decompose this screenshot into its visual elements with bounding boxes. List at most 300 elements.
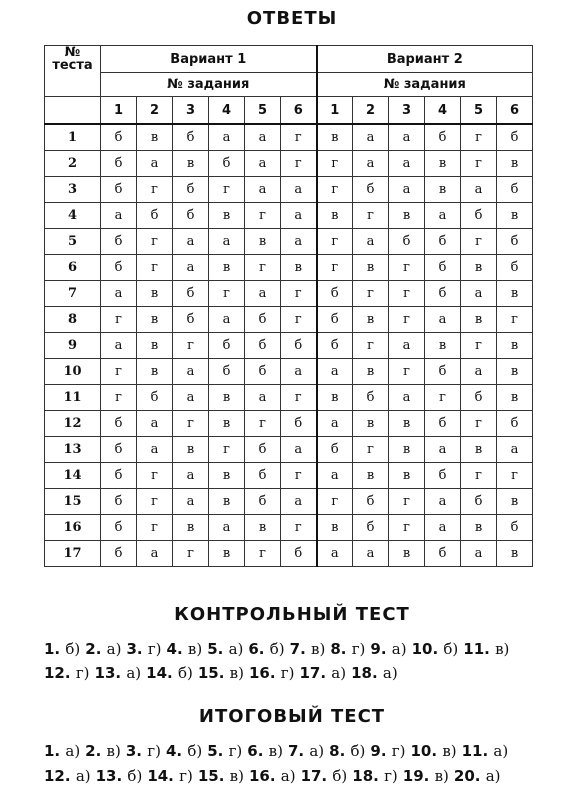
answer-cell-v2-task-5: г: [461, 229, 497, 255]
answer-cell-v1-task-3: б: [173, 203, 209, 229]
answer-letter: г): [384, 767, 398, 785]
answer-number: 18.: [351, 664, 378, 682]
answer-item: [248, 640, 284, 658]
answer-cell-v2-task-2: г: [353, 333, 389, 359]
answer-cell-v2-task-5: г: [461, 333, 497, 359]
answer-letter: б): [350, 742, 366, 760]
answer-cell-v2-task-5: б: [461, 385, 497, 411]
answer-cell-v2-task-4: а: [425, 489, 461, 515]
variant-2-header: Вариант 2: [317, 46, 533, 73]
table-row: [45, 229, 533, 255]
task-number-row: [45, 97, 533, 125]
answer-cell-v1-task-2: б: [137, 385, 173, 411]
answer-item: [166, 742, 202, 760]
answer-cell-v2-task-1: г: [317, 177, 353, 203]
answer-cell-v2-task-6: б: [497, 411, 533, 437]
answer-number: 1.: [44, 640, 61, 658]
answer-letter: а): [75, 767, 91, 785]
answer-cell-v1-task-6: г: [281, 307, 317, 333]
table-row: [45, 307, 533, 333]
answer-cell-v2-task-1: б: [317, 281, 353, 307]
answer-cell-v1-task-6: а: [281, 177, 317, 203]
answer-item: [370, 742, 405, 760]
answer-letter: а): [65, 742, 81, 760]
answer-cell-v2-task-4: б: [425, 411, 461, 437]
test-number-header-line2: теста: [52, 58, 93, 73]
answer-cell-v1-task-1: г: [101, 385, 137, 411]
answer-cell-v2-task-2: а: [353, 124, 389, 151]
test-number-cell: 1: [45, 124, 101, 151]
table-row: [45, 359, 533, 385]
answer-letter: г): [147, 640, 162, 658]
answer-item: [412, 640, 459, 658]
answer-cell-v2-task-2: б: [353, 177, 389, 203]
answer-cell-v2-task-4: в: [425, 177, 461, 203]
answer-cell-v1-task-3: а: [173, 359, 209, 385]
answer-number: 17.: [300, 767, 328, 785]
answer-letter: в): [229, 664, 244, 682]
test-number-cell: 4: [45, 203, 101, 229]
answer-cell-v1-task-3: в: [173, 437, 209, 463]
answer-letter: г): [228, 742, 243, 760]
answer-cell-v2-task-5: б: [461, 489, 497, 515]
answer-number: 13.: [94, 664, 122, 682]
answer-letter: г): [75, 664, 90, 682]
test-number-cell: 16: [45, 515, 101, 541]
answer-cell-v2-task-2: г: [353, 203, 389, 229]
test-number-header-line1: №: [64, 45, 81, 60]
table-row: [45, 489, 533, 515]
answer-number: 12.: [44, 767, 71, 785]
answer-cell-v1-task-5: б: [245, 307, 281, 333]
answer-cell-v2-task-3: г: [389, 281, 425, 307]
answer-item: [288, 742, 324, 760]
answer-cell-v1-task-5: а: [245, 281, 281, 307]
answer-cell-v2-task-6: г: [497, 307, 533, 333]
answer-letter: а): [309, 742, 325, 760]
answer-cell-v2-task-5: в: [461, 515, 497, 541]
answer-cell-v2-task-5: в: [461, 255, 497, 281]
answer-cell-v1-task-3: б: [173, 307, 209, 333]
answer-item: [329, 742, 365, 760]
answer-cell-v1-task-4: в: [209, 411, 245, 437]
answer-letter: в): [229, 767, 244, 785]
test-number-header: [45, 46, 101, 97]
answer-cell-v1-task-4: г: [209, 281, 245, 307]
answer-cell-v1-task-3: а: [173, 385, 209, 411]
answer-letter: а): [280, 767, 296, 785]
answer-cell-v2-task-6: г: [497, 463, 533, 489]
answer-cell-v1-task-6: б: [281, 411, 317, 437]
answer-cell-v1-task-3: г: [173, 333, 209, 359]
answer-item: [249, 767, 296, 785]
answer-cell-v1-task-1: б: [101, 411, 137, 437]
answer-letter: а): [493, 742, 509, 760]
answer-cell-v2-task-4: б: [425, 124, 461, 151]
answer-letter: а): [382, 664, 398, 682]
answer-letter: г): [391, 742, 406, 760]
answer-item: [126, 640, 161, 658]
answer-number: 9.: [370, 640, 387, 658]
answer-item: [249, 664, 295, 682]
answer-number: 4.: [166, 640, 183, 658]
answer-cell-v2-task-2: б: [353, 489, 389, 515]
empty-corner-cell: [45, 97, 101, 125]
answer-cell-v2-task-6: б: [497, 255, 533, 281]
answer-cell-v2-task-6: а: [497, 437, 533, 463]
answer-cell-v2-task-5: а: [461, 281, 497, 307]
control-test-answers-line-1: [44, 640, 514, 658]
answer-number: 3.: [126, 640, 143, 658]
test-number-cell: 13: [45, 437, 101, 463]
answer-cell-v2-task-4: б: [425, 541, 461, 567]
final-test-title: ИТОГОВЫЙ ТЕСТ: [198, 706, 386, 727]
answer-letter: а): [228, 640, 244, 658]
task-number-v2-5: 5: [461, 97, 497, 125]
answer-number: 19.: [402, 767, 430, 785]
answer-item: [290, 640, 326, 658]
test-number-cell: 3: [45, 177, 101, 203]
answer-number: 11.: [461, 742, 489, 760]
answer-cell-v1-task-5: г: [245, 255, 281, 281]
answer-cell-v1-task-1: б: [101, 437, 137, 463]
answer-cell-v2-task-3: а: [389, 385, 425, 411]
answer-letter: а): [106, 640, 122, 658]
answer-cell-v2-task-6: б: [497, 177, 533, 203]
answer-cell-v2-task-6: в: [497, 489, 533, 515]
table-row: [45, 541, 533, 567]
answer-cell-v2-task-5: б: [461, 203, 497, 229]
task-number-v1-3: 3: [173, 97, 209, 125]
answer-cell-v1-task-3: а: [173, 489, 209, 515]
answer-cell-v1-task-2: г: [137, 255, 173, 281]
answer-cell-v1-task-1: б: [101, 229, 137, 255]
answer-cell-v1-task-2: г: [137, 463, 173, 489]
answer-cell-v2-task-1: г: [317, 255, 353, 281]
answer-cell-v1-task-5: б: [245, 463, 281, 489]
answer-letter: б): [65, 640, 81, 658]
answer-cell-v1-task-3: г: [173, 541, 209, 567]
answer-cell-v1-task-6: г: [281, 463, 317, 489]
answer-number: 7.: [289, 640, 306, 658]
answer-cell-v2-task-2: в: [353, 307, 389, 333]
variant-1-task-label: № задания: [101, 73, 317, 97]
table-row: [45, 333, 533, 359]
answer-item: [411, 742, 457, 760]
answer-cell-v2-task-5: в: [461, 437, 497, 463]
test-number-cell: 6: [45, 255, 101, 281]
answer-cell-v2-task-1: б: [317, 333, 353, 359]
answer-cell-v1-task-4: а: [209, 515, 245, 541]
answer-cell-v1-task-3: б: [173, 177, 209, 203]
answer-cell-v1-task-1: б: [101, 463, 137, 489]
answer-number: 10.: [411, 640, 439, 658]
answer-number: 15.: [197, 664, 225, 682]
answer-number: 8.: [330, 640, 347, 658]
answer-cell-v1-task-4: б: [209, 359, 245, 385]
answer-cell-v2-task-3: а: [389, 124, 425, 151]
answer-cell-v1-task-4: а: [209, 307, 245, 333]
answer-cell-v2-task-3: а: [389, 177, 425, 203]
test-number-cell: 11: [45, 385, 101, 411]
answer-cell-v1-task-6: а: [281, 229, 317, 255]
answer-cell-v2-task-3: а: [389, 151, 425, 177]
answer-cell-v1-task-2: в: [137, 281, 173, 307]
answer-cell-v1-task-6: в: [281, 255, 317, 281]
answer-cell-v2-task-4: г: [425, 385, 461, 411]
answer-letter: б): [269, 640, 285, 658]
answer-number: 18.: [352, 767, 379, 785]
answer-cell-v2-task-4: в: [425, 151, 461, 177]
answer-cell-v1-task-6: б: [281, 333, 317, 359]
answer-cell-v1-task-5: б: [245, 437, 281, 463]
answer-cell-v2-task-6: в: [497, 203, 533, 229]
test-number-cell: 14: [45, 463, 101, 489]
answer-item: [44, 664, 90, 682]
answer-cell-v1-task-1: б: [101, 124, 137, 151]
answer-letter: а): [485, 767, 501, 785]
test-number-cell: 7: [45, 281, 101, 307]
answer-cell-v1-task-1: а: [101, 333, 137, 359]
answer-cell-v1-task-6: а: [281, 203, 317, 229]
answer-number: 8.: [329, 742, 346, 760]
answer-item: [403, 767, 449, 785]
answer-cell-v2-task-4: б: [425, 281, 461, 307]
table-row: [45, 151, 533, 177]
answer-number: 13.: [95, 767, 123, 785]
answer-item: [96, 767, 143, 785]
answer-number: 2.: [85, 640, 102, 658]
answer-number: 14.: [146, 664, 173, 682]
answer-cell-v1-task-3: а: [173, 255, 209, 281]
answer-number: 6.: [247, 742, 264, 760]
answer-cell-v2-task-3: г: [389, 489, 425, 515]
answer-cell-v2-task-4: б: [425, 359, 461, 385]
answer-letter: в): [495, 640, 510, 658]
answer-number: 5.: [207, 742, 224, 760]
answer-cell-v2-task-1: в: [317, 385, 353, 411]
answer-cell-v2-task-5: г: [461, 411, 497, 437]
answer-cell-v2-task-3: г: [389, 307, 425, 333]
answer-cell-v1-task-4: а: [209, 229, 245, 255]
table-row: [45, 203, 533, 229]
answer-cell-v1-task-3: а: [173, 463, 209, 489]
answer-cell-v1-task-2: а: [137, 437, 173, 463]
answer-cell-v1-task-2: г: [137, 177, 173, 203]
answer-cell-v1-task-2: а: [137, 151, 173, 177]
answer-cell-v1-task-5: г: [245, 541, 281, 567]
task-number-v2-6: 6: [497, 97, 533, 125]
answer-cell-v1-task-6: г: [281, 124, 317, 151]
answer-item: [85, 742, 121, 760]
answer-cell-v2-task-5: в: [461, 307, 497, 333]
answer-cell-v2-task-4: б: [425, 255, 461, 281]
answer-cell-v1-task-1: а: [101, 203, 137, 229]
task-number-v2-1: 1: [317, 97, 353, 125]
answer-cell-v2-task-3: в: [389, 541, 425, 567]
final-test-answers-line-1: [44, 742, 513, 760]
answer-letter: г): [147, 742, 161, 760]
answer-item: [167, 640, 203, 658]
answer-cell-v2-task-3: в: [389, 463, 425, 489]
answer-cell-v1-task-6: б: [281, 541, 317, 567]
answer-item: [147, 767, 193, 785]
answer-item: [207, 640, 243, 658]
answer-cell-v1-task-3: б: [173, 124, 209, 151]
table-row: [45, 281, 533, 307]
answer-cell-v1-task-1: г: [101, 307, 137, 333]
variant-1-header: Вариант 1: [101, 46, 317, 73]
answer-cell-v2-task-2: в: [353, 463, 389, 489]
answer-cell-v2-task-1: б: [317, 307, 353, 333]
answer-item: [462, 742, 509, 760]
answer-item: [198, 767, 244, 785]
answer-cell-v1-task-2: б: [137, 203, 173, 229]
answer-letter: а): [331, 664, 347, 682]
answer-number: 10.: [410, 742, 438, 760]
answer-cell-v1-task-6: а: [281, 437, 317, 463]
answer-cell-v2-task-3: г: [389, 359, 425, 385]
answer-cell-v2-task-2: в: [353, 255, 389, 281]
answer-letter: б): [332, 767, 348, 785]
table-row: [45, 124, 533, 151]
answer-cell-v1-task-5: б: [245, 359, 281, 385]
answer-cell-v1-task-1: б: [101, 177, 137, 203]
answer-cell-v1-task-1: б: [101, 489, 137, 515]
answer-number: 5.: [207, 640, 224, 658]
task-number-v2-4: 4: [425, 97, 461, 125]
answer-cell-v2-task-1: б: [317, 437, 353, 463]
answer-item: [352, 767, 398, 785]
answer-cell-v1-task-3: б: [173, 281, 209, 307]
test-number-cell: 9: [45, 333, 101, 359]
answer-cell-v1-task-6: г: [281, 515, 317, 541]
answer-cell-v1-task-3: г: [173, 411, 209, 437]
answer-item: [247, 742, 283, 760]
answer-table-body: [45, 124, 533, 567]
answer-number: 15.: [197, 767, 225, 785]
task-number-v2-2: 2: [353, 97, 389, 125]
table-row: [45, 437, 533, 463]
answer-number: 20.: [453, 767, 481, 785]
answer-number: 14.: [147, 767, 174, 785]
task-number-v1-2: 2: [137, 97, 173, 125]
answer-cell-v1-task-2: в: [137, 124, 173, 151]
answer-number: 3.: [125, 742, 142, 760]
answer-item: [370, 640, 406, 658]
answer-cell-v1-task-6: а: [281, 489, 317, 515]
answer-cell-v2-task-2: а: [353, 229, 389, 255]
answer-letter: г): [351, 640, 366, 658]
answer-cell-v2-task-6: б: [497, 229, 533, 255]
answer-cell-v2-task-1: в: [317, 203, 353, 229]
answer-cell-v2-task-3: в: [389, 203, 425, 229]
answer-cell-v2-task-4: а: [425, 515, 461, 541]
answer-cell-v1-task-2: а: [137, 411, 173, 437]
answer-letter: а): [126, 664, 142, 682]
answer-cell-v1-task-4: в: [209, 463, 245, 489]
answer-cell-v1-task-1: б: [101, 515, 137, 541]
answer-cell-v2-task-3: б: [389, 229, 425, 255]
answer-cell-v1-task-4: в: [209, 489, 245, 515]
answer-cell-v2-task-6: в: [497, 385, 533, 411]
answer-item: [44, 640, 80, 658]
answer-item: [85, 640, 121, 658]
answer-item: [330, 640, 365, 658]
table-row: [45, 463, 533, 489]
answer-cell-v2-task-2: б: [353, 385, 389, 411]
answer-letter: г): [179, 767, 193, 785]
table-row: [45, 411, 533, 437]
answer-item: [454, 767, 501, 785]
answer-cell-v2-task-4: а: [425, 437, 461, 463]
answer-cell-v1-task-2: в: [137, 333, 173, 359]
control-test-title: КОНТРОЛЬНЫЙ ТЕСТ: [174, 604, 410, 625]
answer-cell-v2-task-2: г: [353, 281, 389, 307]
answer-item: [351, 664, 398, 682]
answer-cell-v2-task-5: а: [461, 177, 497, 203]
answer-cell-v1-task-6: г: [281, 151, 317, 177]
page-title: ОТВЕТЫ: [246, 8, 338, 29]
answer-cell-v1-task-5: в: [245, 515, 281, 541]
answer-cell-v2-task-1: в: [317, 124, 353, 151]
answer-cell-v1-task-5: г: [245, 203, 281, 229]
answer-letter: б): [177, 664, 193, 682]
answer-number: 7.: [287, 742, 305, 760]
answer-cell-v1-task-4: г: [209, 437, 245, 463]
answer-number: 6.: [248, 640, 265, 658]
answer-cell-v1-task-1: б: [101, 151, 137, 177]
test-number-cell: 17: [45, 541, 101, 567]
answer-number: 16.: [248, 767, 276, 785]
answer-item: [463, 640, 509, 658]
answer-item: [301, 767, 348, 785]
answer-cell-v1-task-5: б: [245, 489, 281, 515]
answer-cell-v2-task-1: а: [317, 411, 353, 437]
answer-cell-v1-task-4: в: [209, 385, 245, 411]
answer-cell-v1-task-2: г: [137, 229, 173, 255]
answer-cell-v2-task-6: в: [497, 541, 533, 567]
answer-item: [44, 767, 91, 785]
answer-cell-v1-task-4: в: [209, 255, 245, 281]
answer-cell-v2-task-2: в: [353, 411, 389, 437]
answer-letter: б): [127, 767, 143, 785]
answer-cell-v2-task-1: а: [317, 541, 353, 567]
answer-cell-v2-task-4: б: [425, 463, 461, 489]
answer-cell-v2-task-2: б: [353, 515, 389, 541]
answer-cell-v1-task-5: а: [245, 385, 281, 411]
answer-cell-v2-task-5: а: [461, 359, 497, 385]
answer-cell-v1-task-2: в: [137, 307, 173, 333]
answer-cell-v1-task-4: г: [209, 177, 245, 203]
table-row: [45, 177, 533, 203]
answer-cell-v1-task-3: в: [173, 151, 209, 177]
answer-number: 9.: [370, 742, 387, 760]
answer-letter: в): [311, 640, 326, 658]
task-number-v1-4: 4: [209, 97, 245, 125]
answer-cell-v1-task-5: в: [245, 229, 281, 255]
answer-cell-v2-task-6: б: [497, 515, 533, 541]
answer-cell-v2-task-3: в: [389, 437, 425, 463]
answer-cell-v1-task-5: г: [245, 411, 281, 437]
answer-cell-v2-task-5: г: [461, 124, 497, 151]
answer-cell-v2-task-4: в: [425, 333, 461, 359]
answer-cell-v2-task-6: в: [497, 151, 533, 177]
answer-cell-v2-task-2: а: [353, 541, 389, 567]
answer-letter: в): [187, 640, 203, 658]
answer-cell-v1-task-5: а: [245, 151, 281, 177]
answer-cell-v1-task-4: б: [209, 151, 245, 177]
